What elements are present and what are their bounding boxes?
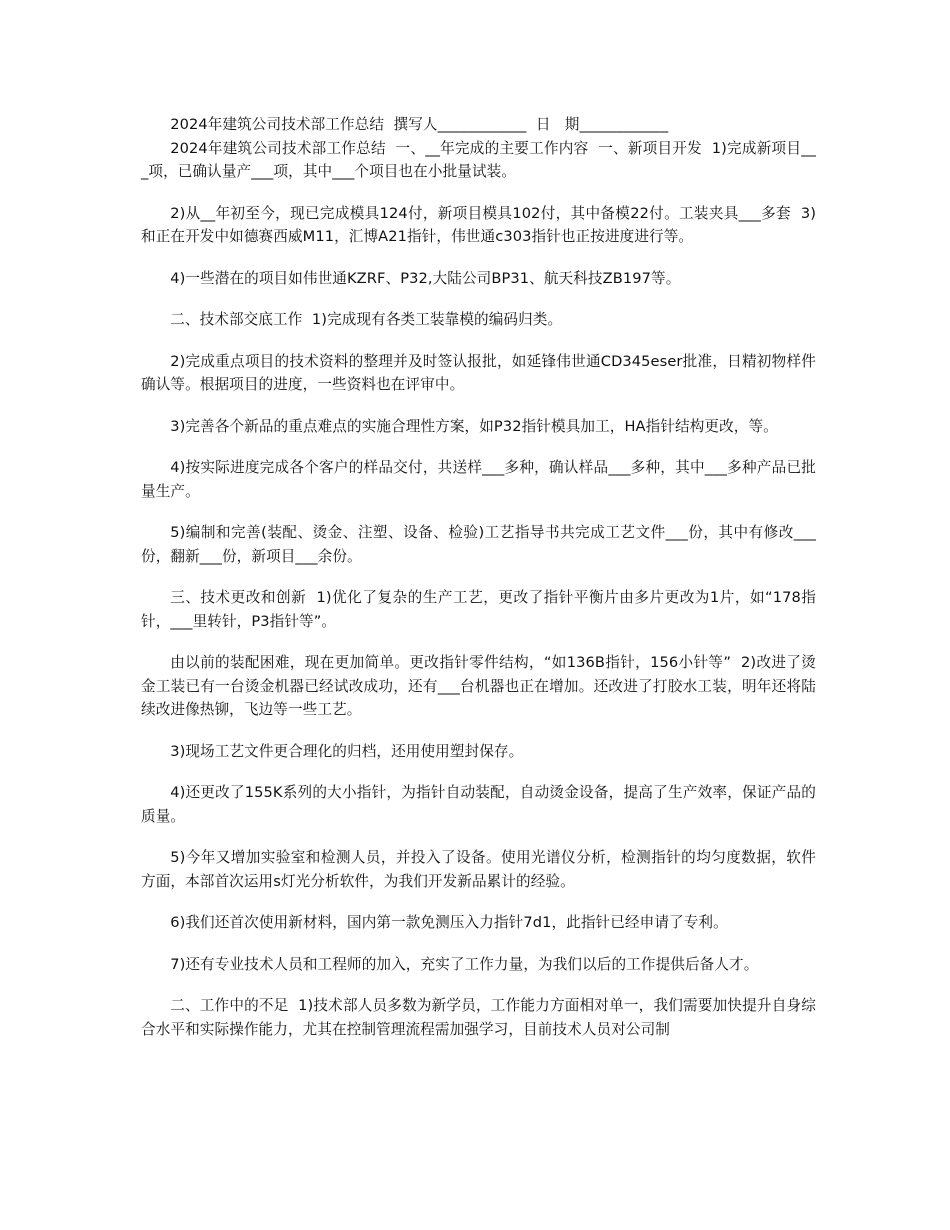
paragraph-assembly-improvement: 由以前的装配困难，现在更加简单。更改指针零件结构，“如136B指针，156小针等” 2)改进了烫金工装已有一台烫金机器已经试改成功，还有___台机器也正在增加。还改进了打胶水工装，明年还将陆续改进像热铆，飞边等一些工艺。 — [141, 654, 816, 718]
paragraph-staffing: 7)还有专业技术人员和工程师的加入，充实了工作力量，为我们以后的工作提供后备人才。 — [170, 955, 759, 973]
paragraph-sample-delivery: 4)按实际进度完成各个客户的样品交付，共送样___多种，确认样品___多种，其中___多种产品已批量生产。 — [141, 459, 816, 500]
section-heading-innovation: 三、技术更改和创新 1)优化了复杂的生产工艺，更改了指针平衡片由多片更改为1片，如“178指针，___里转针，P3指针等”。 — [141, 589, 816, 630]
intro-paragraph: 2024年建筑公司技术部工作总结 一、__年完成的主要工作内容 一、新项目开发 1)完成新项目___项，已确认量产___项，其中___个项目也在小批量试装。 — [141, 139, 816, 180]
paragraph-technical-documents: 2)完成重点项目的技术资料的整理并及时签认报批，如延锋伟世通CD345eser批准，日精初物样件确认等。根据项目的进度，一些资料也在评审中。 — [141, 352, 816, 393]
paragraph-new-material: 6)我们还首次使用新材料，国内第一款免测压入力指针7d1，此指针已经申请了专利。 — [170, 914, 728, 931]
section-heading-shortcomings: 二、工作中的不足 1)技术部人员多数为新学员，工作能力方面相对单一，我们需要加快提升自身综合水平和实际操作能力，尤其在控制管理流程需加强学习，目前技术人员对公司制 — [141, 997, 816, 1038]
document-page — [141, 113, 816, 1059]
paragraph-potential-projects: 4)一些潜在的项目如伟世通KZRF、P32,大陆公司BP31、航天科技ZB197等。 — [170, 269, 681, 287]
paragraph-laboratory: 5)今年又增加实验室和检测人员，并投入了设备。使用光谱仪分析，检测指针的均匀度数据，软件方面，本部首次运用s灯光分析软件，为我们开发新品累计的经验。 — [141, 849, 816, 890]
paragraph-filing: 3)现场工艺文件更合理化的归档，还用使用塑封保存。 — [170, 742, 524, 760]
paragraph-mold-progress: 2)从__年初至今，现已完成模具124付，新项目模具102付，其中备模22付。工装夹具___多套 3)和正在开发中如德赛西威M11，汇博A21指针，伟世通c303指针也正按进度进行等。 — [141, 204, 816, 245]
section-heading-handover: 二、技术部交底工作 1)完成现有各类工装靠模的编码归类。 — [170, 311, 563, 328]
paragraph-implementation-plan: 3)完善各个新品的重点难点的实施合理性方案，如P32指针模具加工，HA指针结构更改，等。 — [170, 417, 778, 435]
paragraph-process-guides: 5)编制和完善(装配、烫金、注塑、设备、检验)工艺指导书共完成工艺文件___份，其中有修改___份，翻新___份，新项目___余份。 — [141, 524, 816, 565]
paragraph-155k-series: 4)还更改了155K系列的大小指针，为指针自动装配，自动烫金设备，提高了生产效率，保证产品的质量。 — [141, 784, 816, 825]
header-line: 2024年建筑公司技术部工作总结 撰写人____________ 日 期____________ — [170, 116, 669, 133]
